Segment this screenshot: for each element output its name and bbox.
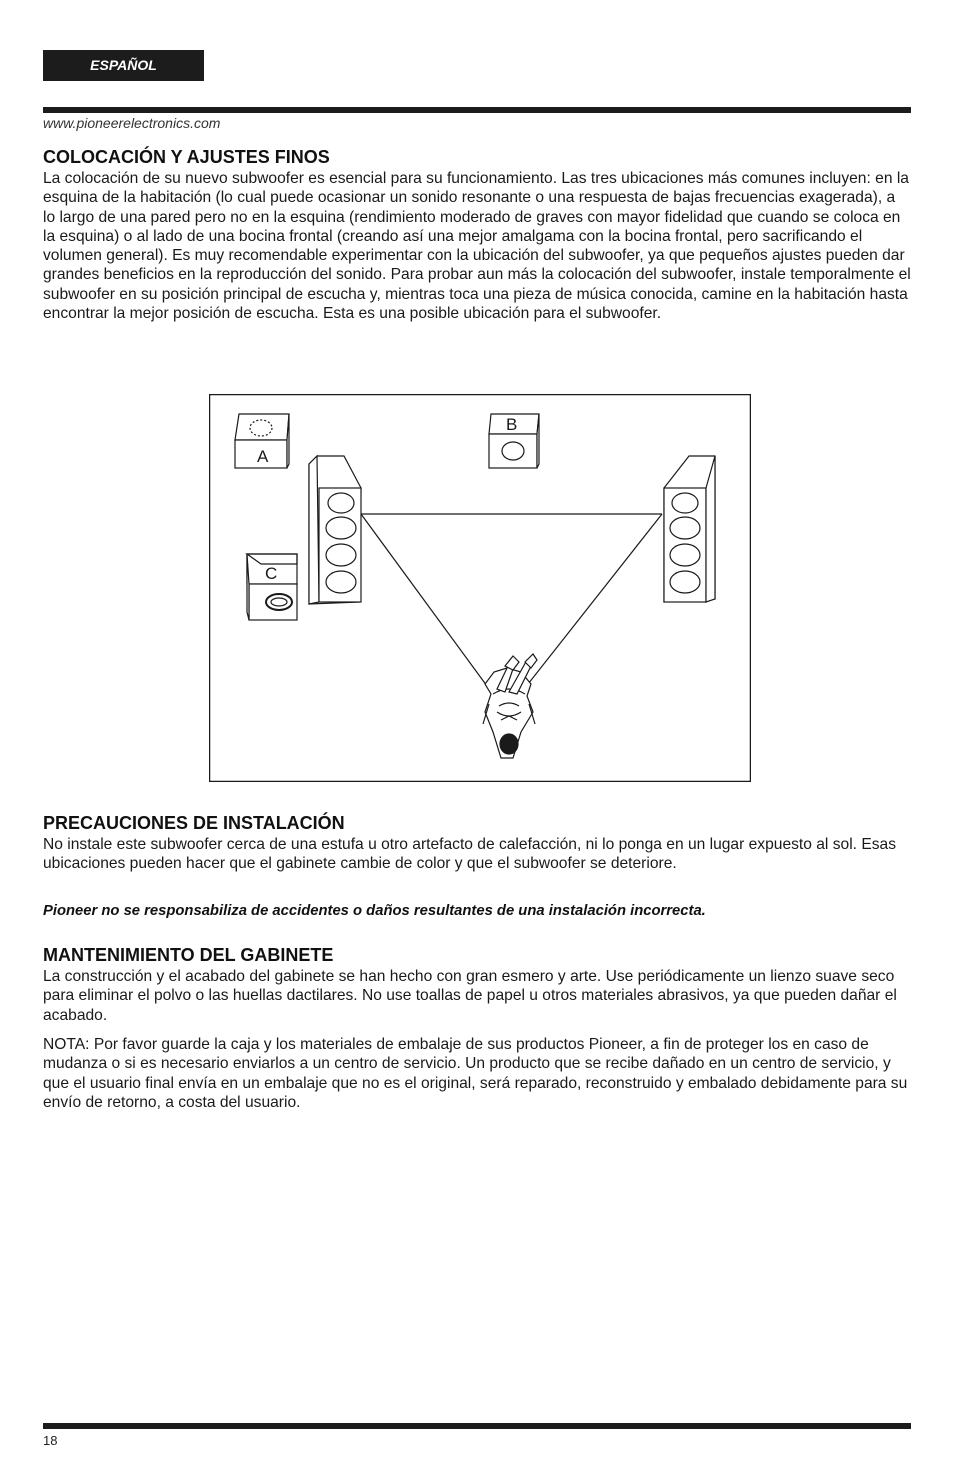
packaging-note: NOTA: Por favor guarde la caja y los materiales de embalaje de sus productos Pioneer, a fin de proteger los en caso de mudanza o si es necesario enviarlos a un centro de servicio. Un producto que se recibe dañado en un centro de servicio, y que el usuario final envía en un embalaje que no es el original, será reparado, reconstruido y embalado debidamente para su envío de retorno, a costa del usuario. (43, 1036, 908, 1111)
placement-heading: COLOCACIÓN Y AJUSTES FINOS (43, 147, 330, 167)
maintenance-heading: MANTENIMIENTO DEL GABINETE (43, 945, 334, 965)
label-c: C (265, 564, 278, 583)
liability-warning: Pioneer no se responsabiliza de accidentes o daños resultantes de una instalación incorrecta. (43, 903, 706, 919)
left-tower-speaker-icon (309, 456, 361, 604)
label-a: A (257, 447, 269, 466)
right-tower-speaker-icon (664, 456, 715, 602)
website-url: www.pioneerelectronics.com (43, 115, 221, 131)
header-rule (43, 107, 911, 113)
language-tab: ESPAÑOL (43, 50, 204, 81)
page-number: 18 (43, 1433, 58, 1448)
precautions-heading: PRECAUCIONES DE INSTALACIÓN (43, 813, 345, 833)
placement-paragraph: La colocación de su nuevo subwoofer es esencial para su funcionamiento. Las tres ubicaciones más comunes incluyen: en la esquina de la habitación (lo cual puede ocasionar un sonido resonante o una respuesta de bajas frecuencias exagerada), a lo largo de una pared pero no en la esquina (rendimiento moderado de graves con mayor fidelidad que cuando se coloca en la esquina) o al lado de una bocina frontal (creando así una mejor amalgama con la bocina frontal, pero sacrificando el volumen general). Es muy recomendable experimentar con la ubicación del subwoofer, ya que pequeños ajustes pueden dar grandes beneficios en la reproducción del sonido. Para probar aun más la colocación del subwoofer, instale temporalmente el subwoofer en su posición principal de escucha y, mientras toca una pieza de música conocida, camine en la habitación hasta encontrar la mejor posición de escucha. Esta es una posible ubicación para el subwoofer. (43, 170, 911, 323)
maintenance-paragraph: La construcción y el acabado del gabinete se han hecho con gran esmero y arte. Use periódicamente un lienzo suave seco para eliminar el polvo o las huellas dactilares. No use toallas de papel u otros materiales abrasivos, ya que pueden dañar el acabado. (43, 968, 897, 1024)
subwoofer-placement-diagram (209, 394, 751, 782)
label-b: B (506, 415, 518, 434)
footer-rule (43, 1423, 911, 1429)
precautions-paragraph: No instale este subwoofer cerca de una estufa u otro artefacto de calefacción, ni lo ponga en un lugar expuesto al sol. Esas ubicaciones pueden hacer que el gabinete cambie de color y que el subwoofer se deteriore. (43, 836, 896, 873)
